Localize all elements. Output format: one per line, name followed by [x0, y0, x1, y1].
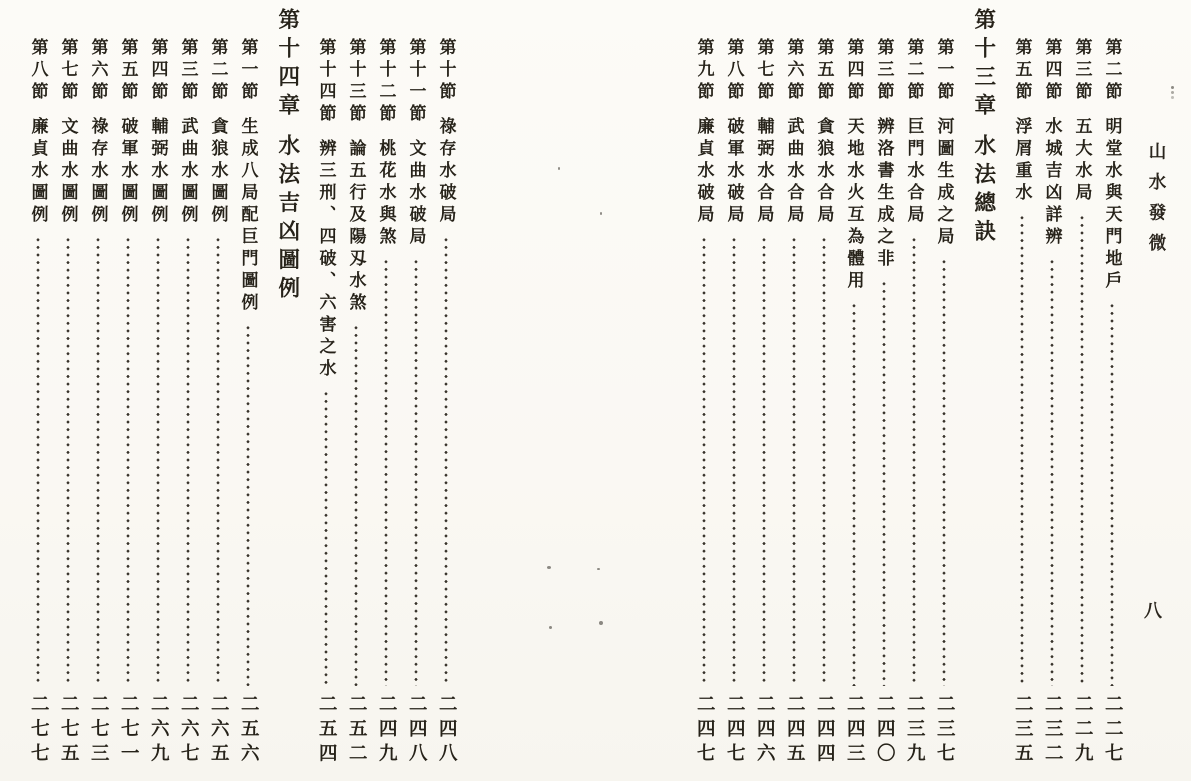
dot-leader — [760, 236, 768, 686]
dot-leader — [64, 236, 72, 686]
dot-leader — [352, 324, 360, 686]
page-number: 二三七 — [934, 693, 955, 767]
toc-section-column — [23, 8, 53, 767]
toc-section-column — [341, 8, 371, 767]
entry-number-label: 第三節 — [178, 38, 198, 104]
page-number: 二四八 — [406, 693, 427, 767]
dot-leader — [94, 236, 102, 686]
page-number: 二三五 — [1012, 693, 1033, 767]
entry-title: 天地水火互為體用 — [844, 117, 864, 293]
toc-chapter-column — [959, 8, 1007, 767]
dot-leader — [322, 390, 330, 686]
page-number: 二五四 — [316, 693, 337, 767]
entry-title: 巨門水合局 — [904, 117, 924, 227]
toc-section-column — [233, 8, 263, 767]
dot-leader — [124, 236, 132, 686]
entry-number-label: 第四節 — [844, 38, 864, 104]
entry-title: 廉貞水破局 — [694, 117, 714, 227]
entry-title: 貪狼水圖例 — [208, 117, 228, 227]
toc-section-column — [1097, 8, 1127, 767]
dot-leader — [442, 236, 450, 686]
table-of-contents — [10, 0, 1127, 781]
entry-title: 浮屑重水 — [1012, 117, 1032, 205]
scan-speck — [1171, 86, 1174, 89]
page-number: 二四六 — [754, 693, 775, 767]
entry-number-label: 第八節 — [724, 38, 744, 104]
toc-section-column — [719, 8, 749, 767]
entry-title: 論五行及陽刄水煞 — [346, 139, 366, 315]
page-number: 二二九 — [1072, 693, 1093, 767]
entry-title: 武曲水圖例 — [178, 117, 198, 227]
entry-number-label: 第十一節 — [406, 38, 426, 126]
entry-title: 文曲水圖例 — [58, 117, 78, 227]
entry-title: 水法總訣 — [971, 134, 996, 248]
toc-section-column — [869, 8, 899, 767]
dot-leader — [412, 258, 420, 686]
page-number: 二五二 — [346, 693, 367, 767]
page-number: 二六九 — [148, 693, 169, 767]
toc-section-column — [113, 8, 143, 767]
entry-number-label: 第四節 — [1042, 38, 1062, 104]
entry-title: 廉貞水圖例 — [28, 117, 48, 227]
entry-title: 明堂水與天門地戶 — [1102, 117, 1122, 293]
entry-number-label: 第五節 — [814, 38, 834, 104]
page-number: 二七五 — [58, 693, 79, 767]
entry-number-label: 第七節 — [754, 38, 774, 104]
entry-title: 祿存水圖例 — [88, 117, 108, 227]
entry-title: 生成八局配巨門圖例 — [238, 117, 258, 315]
entry-title: 破軍水破局 — [724, 117, 744, 227]
dot-leader — [214, 236, 222, 686]
entry-title: 辨三刑、四破、六害之水 — [316, 139, 336, 381]
entry-number-label: 第一節 — [238, 38, 258, 104]
page-number: 二七一 — [118, 693, 139, 767]
toc-section-column — [173, 8, 203, 767]
page-number: 二四五 — [784, 693, 805, 767]
toc-chapter-column — [263, 8, 311, 767]
entry-number-label: 第二節 — [904, 38, 924, 104]
toc-section-column — [83, 8, 113, 767]
page-number: 二五六 — [238, 693, 259, 767]
scan-speck — [558, 167, 560, 170]
page-number: 二四三 — [844, 693, 865, 767]
toc-section-column — [311, 8, 341, 767]
entry-title: 河圖生成之局 — [934, 117, 954, 249]
entry-number-label: 第三節 — [874, 38, 894, 104]
toc-section-column — [371, 8, 401, 767]
page-number: 二三二 — [1042, 693, 1063, 767]
entry-number-label: 第十三章 — [971, 8, 996, 122]
dot-leader — [700, 236, 708, 686]
entry-number-label: 第十四節 — [316, 38, 336, 126]
toc-section-column — [689, 8, 719, 767]
entry-title: 祿存水破局 — [436, 117, 456, 227]
page-number: 二六七 — [178, 693, 199, 767]
entry-number-label: 第二節 — [208, 38, 228, 104]
page-number: 二三九 — [904, 693, 925, 767]
toc-section-column — [929, 8, 959, 767]
scan-speck — [549, 626, 552, 629]
toc-section-column — [143, 8, 173, 767]
toc-section-column — [1007, 8, 1037, 767]
folio-number: 八 — [1144, 601, 1162, 621]
entry-title: 破軍水圖例 — [118, 117, 138, 227]
page-number: 二四九 — [376, 693, 397, 767]
dot-leader — [244, 324, 252, 686]
entry-number-label: 第五節 — [1012, 38, 1032, 104]
entry-title: 武曲水合局 — [784, 117, 804, 227]
entry-number-label: 第二節 — [1102, 38, 1122, 104]
toc-section-column — [839, 8, 869, 767]
page-number: 二七三 — [88, 693, 109, 767]
entry-title: 水城吉凶詳辨 — [1042, 117, 1062, 249]
entry-number-label: 第九節 — [694, 38, 714, 104]
toc-section-column — [1037, 8, 1067, 767]
dot-leader — [820, 236, 828, 686]
entry-number-label: 第六節 — [784, 38, 804, 104]
dot-leader — [1078, 214, 1086, 686]
toc-section-column — [809, 8, 839, 767]
dot-leader — [880, 280, 888, 686]
page-number: 二四〇 — [874, 693, 895, 767]
dot-leader — [1048, 258, 1056, 686]
entry-number-label: 第七節 — [58, 38, 78, 104]
scan-speck — [600, 212, 602, 215]
toc-section-column — [53, 8, 83, 767]
entry-number-label: 第十節 — [436, 38, 456, 104]
toc-section-column — [401, 8, 431, 767]
scan-speck — [597, 568, 600, 570]
page-number: 二六五 — [208, 693, 229, 767]
dot-leader — [382, 258, 390, 686]
entry-title: 貪狼水合局 — [814, 117, 834, 227]
toc-section-column — [899, 8, 929, 767]
page-number: 二七七 — [28, 693, 49, 767]
dot-leader — [34, 236, 42, 686]
entry-title: 文曲水破局 — [406, 139, 426, 249]
entry-number-label: 第十四章 — [275, 8, 300, 122]
dot-leader — [154, 236, 162, 686]
dot-leader — [1018, 214, 1026, 686]
dot-leader — [850, 302, 858, 686]
page-number: 二四八 — [436, 693, 457, 767]
entry-number-label: 第四節 — [148, 38, 168, 104]
page-number: 二二七 — [1102, 693, 1123, 767]
entry-number-label: 第六節 — [88, 38, 108, 104]
entry-number-label: 第八節 — [28, 38, 48, 104]
dot-leader — [184, 236, 192, 686]
toc-section-column — [203, 8, 233, 767]
entry-number-label: 第十二節 — [376, 38, 396, 126]
entry-title: 輔弼水圖例 — [148, 117, 168, 227]
dot-leader — [1108, 302, 1116, 686]
page-number: 二四七 — [694, 693, 715, 767]
dot-leader — [730, 236, 738, 686]
toc-section-column — [779, 8, 809, 767]
entry-number-label: 第三節 — [1072, 38, 1092, 104]
entry-title: 水法吉凶圖例 — [275, 134, 300, 305]
center-fold-gap — [461, 8, 689, 767]
dot-leader — [790, 236, 798, 686]
entry-number-label: 第一節 — [934, 38, 954, 104]
entry-number-label: 第十三節 — [346, 38, 366, 126]
page-number: 二四四 — [814, 693, 835, 767]
toc-section-column — [1067, 8, 1097, 767]
page-number: 二四七 — [724, 693, 745, 767]
entry-title: 桃花水與煞 — [376, 139, 396, 249]
scan-speck — [599, 621, 603, 625]
scan-speck — [547, 566, 551, 569]
dot-leader — [940, 258, 948, 686]
entry-title: 五大水局 — [1072, 117, 1092, 205]
entry-title: 辨洛書生成之非 — [874, 117, 894, 271]
entry-number-label: 第五節 — [118, 38, 138, 104]
dot-leader — [910, 236, 918, 686]
toc-section-column — [431, 8, 461, 767]
book-title: 山水發微 — [1147, 142, 1167, 264]
toc-section-column — [749, 8, 779, 767]
entry-title: 輔弼水合局 — [754, 117, 774, 227]
